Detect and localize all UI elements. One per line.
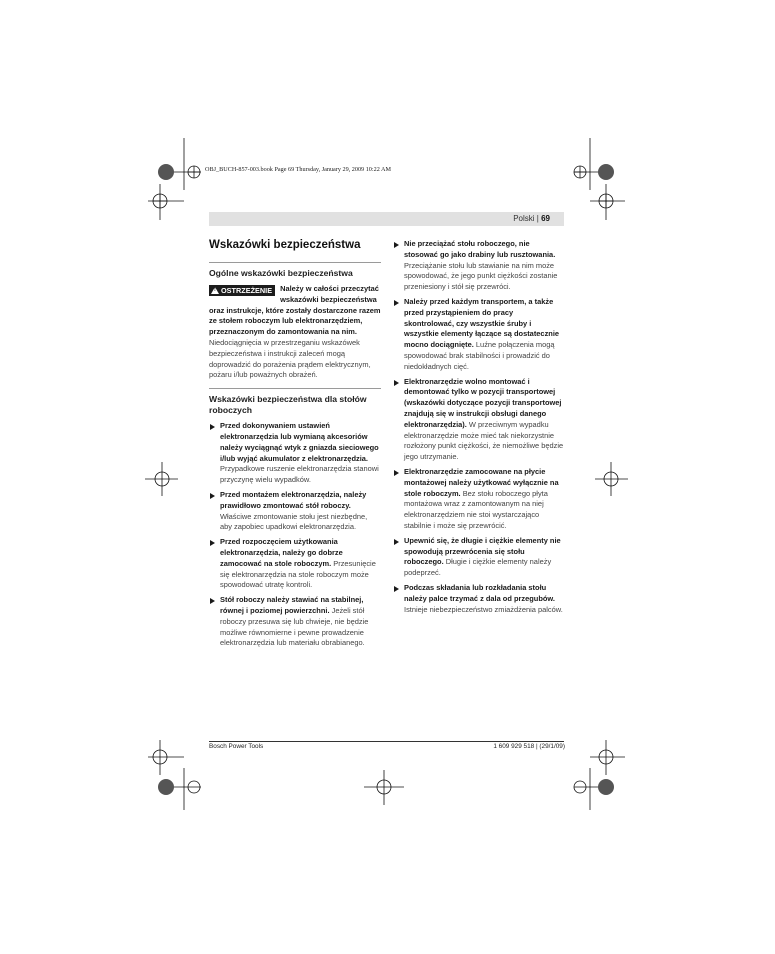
item-bold: Przed montażem elektronarzędzia, należy prawidłowo zmontować stół roboczy.: [220, 489, 367, 510]
list-item: [393, 297, 564, 373]
page-header: [513, 214, 550, 223]
arrow-bullet-icon: [394, 539, 399, 545]
footer-brand: Bosch Power Tools: [209, 743, 264, 750]
warning-text: Niedociągnięcia w przestrzeganiu wskazówek bezpieczeństwa i instrukcji zaleceń mogą doprowadzić do porażenia prądem elektrycznym, pożaru i/lub poważnych obrażeń.: [209, 337, 371, 380]
list-item: [209, 595, 381, 649]
item-bold: Przed dokonywaniem ustawień elektronarzędzia lub wymianą akcesoriów należy wyciągnąć wtyk z gniazda sieciowego i/lub wyjąć akumulator z elektronarzędzia.: [220, 421, 379, 463]
item-text: Istnieje niebezpieczeństwo zmiażdżenia palców.: [404, 604, 563, 614]
list-item: [209, 490, 381, 533]
item-text: Przypadkowe ruszenie elektronarzędzia stanowi przyczynę wielu wypadków.: [220, 464, 379, 485]
list-item: [393, 239, 564, 293]
page-number: 69: [541, 214, 550, 223]
arrow-bullet-icon: [394, 242, 399, 248]
arrow-bullet-icon: [210, 540, 215, 546]
list-item: [393, 377, 564, 463]
page-header-bar: [209, 212, 564, 226]
list-item: [393, 536, 564, 579]
item-text: Bez stołu roboczego płyta montażowa wraz z zamontowanym na niej elektronarzędziem nie stoi wystarczająco stabilnie i może się przewrócić.: [404, 488, 548, 530]
list-item: [209, 537, 381, 591]
section-heading-general: Ogólne wskazówki bezpieczeństwa: [209, 268, 353, 278]
item-bold: Należy przed każdym transportem, a także przed przystąpieniem do pracy skontrolować, czy wszystkie śruby i wszystkie elementy łączące są dostatecznie mocno dociągnięte.: [404, 296, 560, 350]
item-text: Właściwe zmontowanie stołu jest niezbędne, aby zapobiec upadkowi elektronarzędzia.: [220, 511, 368, 532]
warning-bold-text: Należy w całości przeczytać wskazówki bezpieczeństwa oraz instrukcje, które zostały dostarczone razem ze stołem roboczym lub elektronarzędziem, przeznaczonym do zamontowania na nim.: [209, 284, 381, 337]
item-bold: Stół roboczy należy stawiać na stabilnej, równej i poziomej powierzchni.: [220, 595, 364, 615]
arrow-bullet-icon: [210, 493, 215, 499]
item-bold: Upewnić się, że długie i ciężkie elementy nie spowodują przewrócenia się stołu roboczego.: [404, 535, 561, 567]
list-item: [393, 467, 564, 532]
section-heading-tables: Wskazówki bezpieczeństwa dla stołów roboczych: [209, 394, 367, 416]
item-bold: Podczas składania lub rozkładania stołu należy palce trzymać z dala od przegubów.: [404, 582, 555, 603]
item-bold: Elektronarzędzie wolno montować i demontować tylko w pozycji transportowej (wskazówki dotyczące pozycji transportowej znajdują się w instrukcji obsługi danego elektronarzędzia).: [404, 376, 562, 429]
print-slug: OBJ_BUCH-857-003.book Page 69 Thursday, January 29, 2009 10:22 AM: [205, 166, 391, 173]
item-text: Jeżeli stół roboczy przesuwa się lub chwieje, nie będzie możliwe równomierne i pewne prowadzenie elektronarzędzia lub materiału obrabianego.: [220, 605, 369, 648]
arrow-bullet-icon: [394, 470, 399, 476]
footer-doc-number: 1 609 929 518 | (29/1/09): [493, 743, 565, 750]
page-title: Wskazówki bezpieczeństwa: [209, 239, 361, 251]
arrow-bullet-icon: [394, 300, 399, 306]
right-column: [393, 239, 564, 619]
divider: [209, 388, 381, 389]
item-text: Luźne połączenia mogą spowodować brak stabilności i prowadzić do niedokładnych cięć.: [404, 340, 555, 371]
left-column: [209, 238, 381, 653]
warning-badge: [209, 285, 275, 296]
footer-rule: [209, 741, 564, 742]
arrow-bullet-icon: [210, 424, 215, 430]
divider: [209, 262, 381, 263]
item-text: Długie i ciężkie elementy należy podeprzeć.: [404, 557, 552, 578]
list-item: [209, 421, 381, 486]
arrow-bullet-icon: [394, 586, 399, 592]
list-item: [393, 583, 564, 615]
arrow-bullet-icon: [210, 598, 215, 604]
header-separator: |: [536, 214, 539, 223]
warning-triangle-icon: [211, 287, 219, 294]
warning-badge-label: OSTRZEŻENIE: [221, 286, 273, 295]
arrow-bullet-icon: [394, 380, 399, 386]
item-bold: Przed rozpoczęciem użytkowania elektronarzędzia, należy go dobrze zamocować na stole roboczym.: [220, 537, 343, 568]
item-bold: Elektronarzędzie zamocowane na płycie montażowej należy użytkować wyłącznie na stole roboczym.: [404, 466, 559, 498]
warning-paragraph: [209, 284, 381, 381]
item-bold: Nie przeciążać stołu roboczego, nie stosować go jako drabiny lub rusztowania.: [404, 239, 556, 259]
item-text: Przeciążanie stołu lub stawianie na nim może spowodować, że jego punkt ciężkości zostanie przeniesiony i stół się przewróci.: [404, 260, 558, 292]
item-text: Przesunięcie się elektronarzędzia na stole roboczym może spowodować utratę kontroli.: [220, 558, 376, 590]
header-language: Polski: [513, 214, 535, 223]
item-text: W przeciwnym wypadku elektronarzędzie może mieć tak niekorzystnie rozłożony punkt ciężkości, że niemożliwe będzie jego utrzymanie.: [404, 419, 564, 462]
